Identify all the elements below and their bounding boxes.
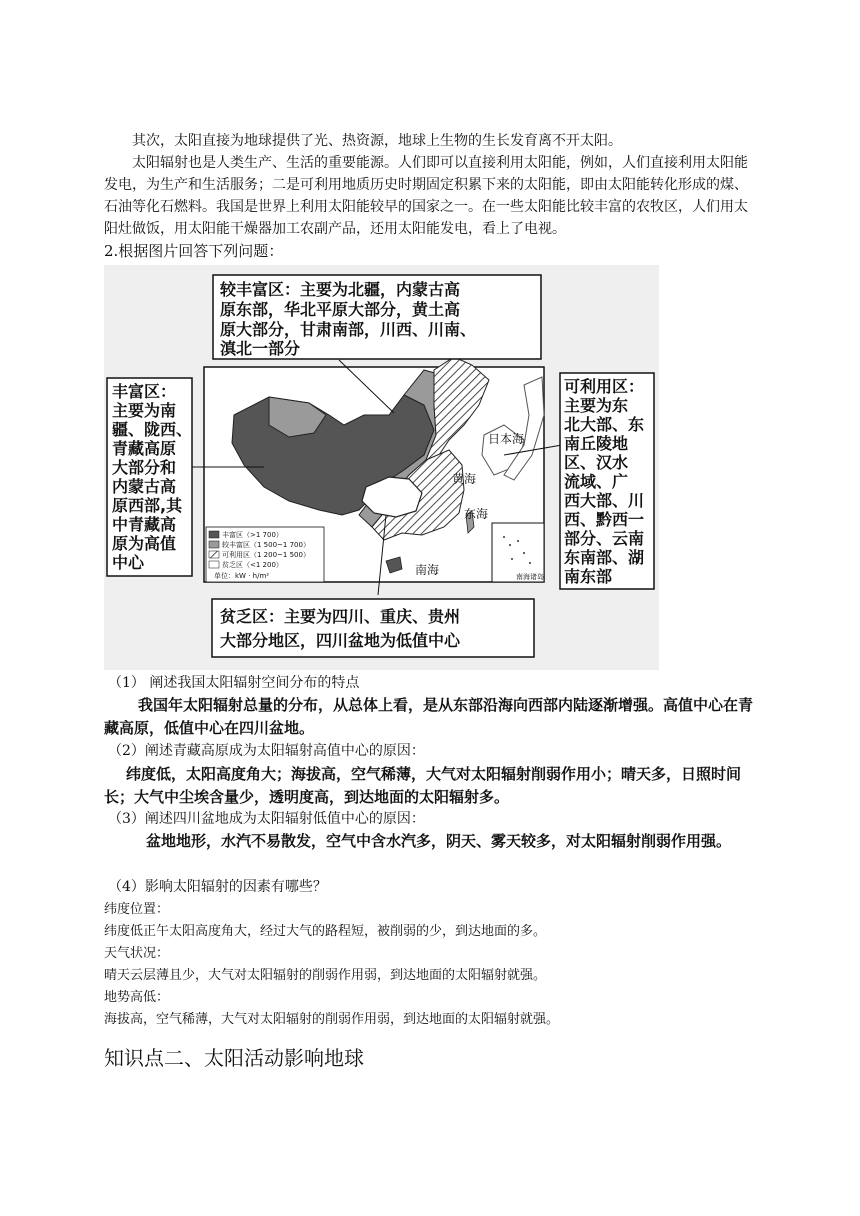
svg-text:主要为南: 主要为南 (112, 401, 177, 420)
solar-radiation-map-figure (104, 265, 659, 670)
svg-text:北大部、东: 北大部、东 (564, 415, 645, 434)
box-usable (560, 373, 654, 589)
svg-text:可利用区：: 可利用区： (564, 377, 645, 396)
svg-text:滇北一部分: 滇北一部分 (220, 339, 301, 358)
svg-text:大部分地区，四川盆地为低值中心: 大部分地区，四川盆地为低值中心 (220, 631, 461, 650)
answer-3: 盆地地形，水汽不易散发，空气中含水汽多，阴天、雾天较多，对太阳辐射削弱作用强。 (146, 832, 732, 850)
factor-weather-title: 天气状况： (104, 946, 170, 961)
legend-rich: 丰富区（>1 700） (222, 531, 283, 539)
box-rich (107, 378, 192, 576)
legend-poor: 贫乏区（<1 200） (222, 561, 283, 569)
svg-text:南东部: 南东部 (564, 567, 613, 586)
question-2: （2）阐述青藏高原成为太阳辐射高值中心的原因： (108, 743, 425, 759)
legend-usable: 可利用区（1 200~1 500） (222, 551, 310, 559)
svg-text:区、汉水: 区、汉水 (564, 453, 629, 472)
factor-latitude-title: 纬度位置： (104, 902, 170, 917)
svg-text:贫乏区：主要为四川、重庆、贵州: 贫乏区：主要为四川、重庆、贵州 (220, 607, 461, 626)
svg-text:大部分和: 大部分和 (112, 458, 177, 477)
map-legend (206, 527, 324, 582)
svg-text:青藏高原: 青藏高原 (112, 439, 177, 458)
label-japan-sea: 日本海 (488, 432, 525, 446)
svg-text:中心: 中心 (112, 553, 145, 572)
svg-text:西、黔西一: 西、黔西一 (564, 510, 645, 529)
box-poor (212, 599, 534, 657)
svg-text:南丘陵地: 南丘陵地 (564, 434, 629, 453)
paragraph-solar-energy-use: 太阳辐射也是人类生产、生活的重要能源。人们即可以直接利用太阳能，例如，人们直接利用太阳能发电，为生产和生活服务；二是可利用地质历史时期固定积累下来的太阳能，即由太阳能转化形成的煤、石油等化石燃料。我国是世界上利用太阳能较早的国家之一。在一些太阳能比较丰富的农牧区，人们用太阳灶做饭，用太阳能干燥器加工农副产品，还用太阳能发电，看上了电视。 (104, 155, 748, 237)
svg-text:流域、广: 流域、广 (564, 472, 629, 491)
box-relatively-rich (213, 275, 541, 359)
svg-text:原东部，华北平原大部分，黄土高: 原东部，华北平原大部分，黄土高 (220, 300, 461, 319)
svg-text:东南部、湖: 东南部、湖 (564, 548, 645, 567)
question-3: （3）阐述四川盆地成为太阳辐射低值中心的原因： (108, 811, 425, 827)
section-heading: 知识点二、太阳活动影响地球 (104, 1046, 364, 1070)
paragraph-sun-light-heat: 其次，太阳直接为地球提供了光、热资源，地球上生物的生长发育离不开太阳。 (132, 133, 622, 149)
svg-text:主要为东: 主要为东 (564, 396, 629, 415)
legend-unit: 单位：kW · h/m² (214, 572, 270, 580)
label-south-sea: 南海 (415, 563, 440, 577)
question-heading: 2.根据图片回答下列问题： (104, 242, 284, 260)
factor-latitude-text: 纬度低正午太阳高度角大，经过大气的路程短，被削弱的少，到达地面的多。 (104, 924, 547, 939)
answer-1: 我国年太阳辐射总量的分布，从总体上看，是从东部沿海向西部内陆逐渐增强。高值中心在青藏高原，低值中心在四川盆地。 (104, 696, 754, 737)
svg-text:西大部、川: 西大部、川 (564, 491, 645, 510)
factor-weather-text: 晴天云层薄且少，大气对太阳辐射的削弱作用弱，到达地面的太阳辐射就强。 (104, 968, 547, 983)
label-yellow-sea: 黄海 (452, 472, 477, 486)
answer-2: 纬度低，太阳高度角大；海拔高，空气稀薄，大气对太阳辐射削弱作用小；晴天多，日照时间长；大气中尘埃含量少，透明度高，到达地面的太阳辐射多。 (104, 765, 742, 806)
svg-text:原为高值: 原为高值 (112, 534, 177, 553)
factor-altitude-title: 地势高低： (104, 990, 170, 1005)
svg-text:部分、云南: 部分、云南 (564, 529, 645, 548)
svg-text:较丰富区：主要为北疆，内蒙古高: 较丰富区：主要为北疆，内蒙古高 (220, 280, 461, 299)
label-south-islands: 南海诸岛 (516, 573, 544, 581)
svg-text:中青藏高: 中青藏高 (112, 515, 177, 534)
svg-text:原西部,其: 原西部,其 (112, 496, 183, 515)
label-east-sea: 东海 (464, 507, 489, 521)
factor-altitude-text: 海拔高，空气稀薄，大气对太阳辐射的削弱作用弱，到达地面的太阳辐射就强。 (104, 1012, 560, 1027)
svg-text:内蒙古高: 内蒙古高 (112, 477, 177, 496)
legend-relatively-rich: 较丰富区（1 500~1 700） (222, 541, 310, 549)
question-1: （1） 阐述我国太阳辐射空间分布的特点 (108, 675, 360, 691)
svg-text:原大部分，甘肃南部，川西、川南、: 原大部分，甘肃南部，川西、川南、 (220, 320, 477, 339)
svg-text:丰富区：: 丰富区： (112, 382, 177, 401)
svg-text:疆、陇西、: 疆、陇西、 (112, 420, 193, 439)
question-4: （4）影响太阳辐射的因素有哪些？ (108, 879, 327, 895)
